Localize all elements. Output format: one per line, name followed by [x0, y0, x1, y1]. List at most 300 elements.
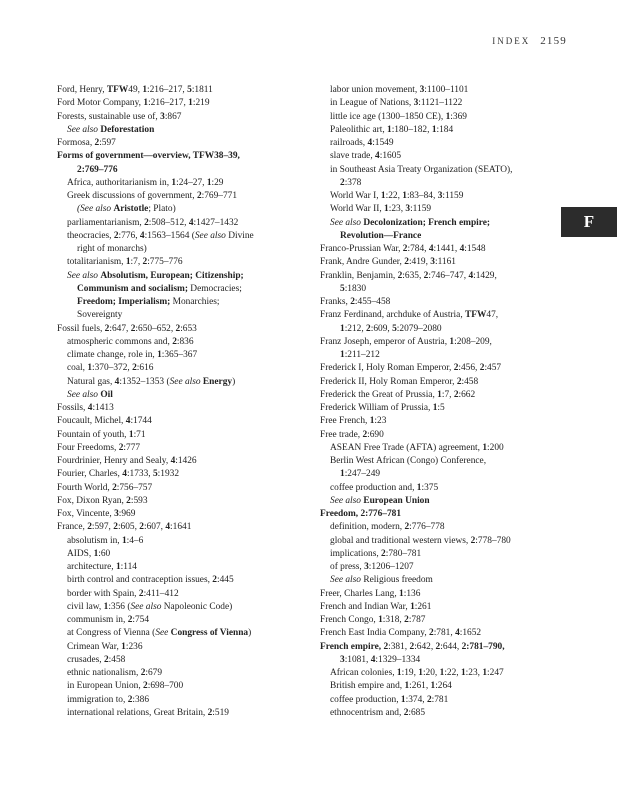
- index-text: slave trade,: [330, 151, 376, 162]
- index-text: Fossil fuels,: [57, 323, 105, 334]
- index-entry: [57, 243, 315, 256]
- index-text: 1: [482, 668, 488, 678]
- index-text: :644,: [440, 641, 462, 652]
- index-text: in European Union,: [67, 681, 144, 692]
- index-text: Fourdrinier, Henry and Sealy,: [57, 456, 171, 466]
- index-text: Ford, Henry,: [57, 85, 107, 95]
- index-text: :647,: [109, 323, 131, 334]
- index-text: labor union movement,: [330, 85, 420, 95]
- index-text: :769–771: [201, 191, 238, 201]
- index-text: :411–412: [143, 588, 179, 599]
- index-text: Deforestation: [100, 124, 155, 135]
- index-entry: [57, 614, 315, 627]
- index-text: :776–778: [409, 522, 445, 533]
- index-text: 1: [340, 350, 345, 360]
- index-text: :1427–1432: [193, 217, 239, 228]
- index-text: of press,: [330, 562, 365, 572]
- index-entry: [57, 190, 315, 203]
- index-text: :184: [436, 124, 454, 135]
- index-entry: [320, 270, 565, 283]
- index-text: 5: [340, 283, 345, 294]
- index-text: 2: [130, 323, 136, 334]
- index-text: Free French,: [320, 416, 370, 427]
- index-text: 5: [392, 323, 397, 334]
- index-text: 1: [380, 191, 386, 201]
- index-text: :969: [118, 509, 136, 519]
- index-entry: [57, 217, 315, 230]
- index-text: absolutism in,: [67, 535, 122, 546]
- index-text: 4: [114, 376, 120, 387]
- index-entry: [57, 84, 315, 97]
- index-column-right: [320, 84, 565, 720]
- index-text: Frederick II, Holy Roman Emperor,: [320, 376, 457, 387]
- index-text: :635,: [402, 270, 424, 281]
- index-text: :83–84,: [406, 191, 438, 201]
- index-entry: [320, 508, 565, 521]
- index-text: ASEAN Free Trade (AFTA) agreement,: [330, 442, 483, 453]
- index-text: 1: [121, 535, 127, 546]
- index-entry: [57, 270, 315, 283]
- index-text: 3: [413, 98, 419, 109]
- index-entry: [320, 230, 565, 243]
- index-text: :318,: [382, 615, 405, 625]
- index-text: 2:769–776: [77, 164, 118, 175]
- index-text: 4: [125, 416, 131, 427]
- index-entry: [57, 627, 315, 640]
- index-text: 2: [112, 482, 117, 493]
- index-text: Decolonization; French empire;: [363, 217, 491, 228]
- index-text: 2: [403, 707, 409, 718]
- index-text: 1: [128, 429, 134, 440]
- index-text: :746–747,: [428, 270, 469, 281]
- index-entry: [57, 574, 315, 587]
- index-text: ; Plato): [148, 204, 176, 215]
- index-text: World War I,: [330, 191, 381, 201]
- index-text: 2: [140, 668, 146, 678]
- index-text: 1: [171, 177, 177, 188]
- index-text: atmospheric commons and,: [67, 336, 173, 347]
- index-text: See also: [67, 124, 98, 135]
- index-entry: [320, 376, 565, 389]
- index-text: 2: [207, 707, 213, 718]
- index-text: 2: [94, 138, 100, 148]
- index-text: :370–372,: [92, 363, 133, 374]
- index-text: :662: [458, 389, 476, 400]
- index-text: 2: [103, 654, 109, 665]
- index-entry: [320, 137, 565, 150]
- index-text: 1: [387, 124, 392, 135]
- index-text: 4: [428, 244, 434, 254]
- index-entry: [320, 495, 565, 508]
- index-text: :781,: [433, 628, 456, 639]
- index-text: 4: [139, 230, 145, 241]
- index-entry: [57, 362, 315, 375]
- index-entry: [57, 256, 315, 269]
- index-text: :356 (: [108, 601, 131, 612]
- index-text: French empire,: [320, 641, 384, 652]
- index-text: 2: [172, 336, 177, 347]
- index-text: 2: [142, 257, 148, 268]
- index-text: 2: [212, 575, 217, 586]
- index-text: :22,: [444, 668, 461, 678]
- index-entry: [57, 548, 315, 561]
- running-header-label: INDEX: [492, 36, 531, 46]
- index-entry: [57, 230, 315, 243]
- index-entry: [320, 680, 565, 693]
- index-text: 1: [430, 681, 436, 692]
- index-entry: [57, 137, 315, 150]
- index-text: :23,: [465, 668, 483, 678]
- index-text: Formosa,: [57, 138, 95, 148]
- index-entry: [320, 415, 565, 428]
- index-text: 1: [449, 336, 455, 347]
- index-text: 1: [340, 323, 345, 334]
- index-entry: [320, 429, 565, 442]
- index-entry: [57, 455, 315, 468]
- index-entry: [320, 614, 565, 627]
- index-text: TFW: [106, 85, 129, 95]
- index-entry: [57, 349, 315, 362]
- index-text: right of monarchs): [77, 244, 147, 254]
- index-text: architecture,: [67, 562, 116, 572]
- index-entry: [320, 641, 565, 654]
- index-entry: [57, 203, 315, 216]
- index-text: :1159: [442, 191, 464, 201]
- index-text: :381,: [388, 641, 410, 652]
- index-text: 4: [468, 270, 474, 281]
- index-text: :1563–1564 (: [144, 230, 195, 241]
- index-entry: [320, 283, 565, 296]
- index-entry: [57, 588, 315, 601]
- index-text: Democracies;: [187, 283, 242, 294]
- index-text: 38–39,: [214, 151, 240, 162]
- index-text: :1441,: [433, 244, 460, 254]
- index-text: :20,: [422, 668, 440, 678]
- index-text: 1: [399, 588, 404, 599]
- index-text: African colonies,: [330, 668, 397, 678]
- index-entry: [57, 376, 315, 389]
- index-text: :211–212: [344, 350, 380, 360]
- index-text: Religious freedom: [360, 575, 433, 586]
- index-text: :23: [374, 416, 387, 427]
- index-text: Frederick I, Holy Roman Emperor,: [320, 363, 454, 374]
- index-text: See also: [330, 495, 361, 506]
- index-entry: [320, 111, 565, 124]
- index-text: ethnocentrism and,: [330, 707, 404, 718]
- index-text: 2: [435, 641, 441, 652]
- index-text: 1: [340, 469, 345, 480]
- index-text: :690: [367, 429, 384, 440]
- index-text: Franz Joseph, emperor of Austria,: [320, 336, 450, 347]
- index-text: TFW: [192, 151, 215, 162]
- index-text: :1605: [379, 151, 402, 162]
- index-entry: [57, 680, 315, 693]
- index-entry: [57, 415, 315, 428]
- index-text: 2:781–790,: [461, 641, 505, 652]
- index-text: :22,: [385, 191, 403, 201]
- index-text: Sovereignty: [77, 310, 123, 321]
- index-text: Freedom, 2:776–781: [320, 509, 402, 519]
- index-text: :374,: [405, 694, 427, 705]
- index-text: Napoleonic Code): [161, 601, 233, 612]
- index-text: 1: [206, 177, 212, 188]
- index-text: See: [155, 628, 169, 639]
- index-text: 1: [142, 85, 148, 95]
- index-entry: [57, 654, 315, 667]
- index-text: :71: [133, 429, 146, 440]
- index-text: 3: [114, 509, 119, 519]
- index-text: 1: [125, 257, 131, 268]
- index-text: 2: [381, 548, 386, 559]
- index-text: :7,: [130, 257, 143, 268]
- index-text: 3: [364, 562, 369, 572]
- index-text: 2: [404, 615, 409, 625]
- index-text: :7,: [441, 389, 454, 400]
- index-text: 2: [340, 177, 345, 188]
- index-text: 3: [419, 85, 425, 95]
- index-text: 2: [366, 323, 371, 334]
- index-text: :4–6: [126, 535, 144, 546]
- index-text: 1: [369, 416, 375, 427]
- index-text: 2: [350, 297, 355, 307]
- index-text: :781: [431, 694, 449, 705]
- index-column-left: [57, 84, 315, 720]
- index-entry: [320, 574, 565, 587]
- index-text: communism in,: [67, 615, 128, 625]
- index-text: 4: [170, 456, 176, 466]
- index-text: 1: [410, 601, 415, 612]
- index-entry: [320, 177, 565, 190]
- index-entry: [57, 641, 315, 654]
- index-text: :1549: [372, 138, 394, 148]
- index-text: 1: [384, 204, 389, 215]
- index-text: :261,: [409, 681, 431, 692]
- index-text: Fox, Dixon Ryan,: [57, 495, 127, 506]
- index-text: Franks,: [320, 297, 351, 307]
- index-text: 1: [439, 668, 445, 678]
- index-entry: [57, 601, 315, 614]
- index-text: TFW: [465, 310, 487, 321]
- index-text: Franklin, Benjamin,: [320, 270, 398, 281]
- index-text: :1811: [191, 85, 213, 95]
- index-text: :5: [437, 403, 445, 413]
- index-text: 2: [126, 495, 131, 506]
- index-text: :508–512,: [148, 217, 189, 228]
- index-text: 1: [437, 389, 442, 400]
- index-text: theocracies,: [67, 230, 114, 241]
- index-text: :777: [123, 442, 141, 453]
- index-text: :456,: [458, 363, 480, 374]
- index-entry: [57, 535, 315, 548]
- index-text: 1: [93, 548, 99, 559]
- index-text: 2: [456, 376, 462, 387]
- index-text: definition, modern,: [330, 522, 405, 533]
- index-entry: [320, 336, 565, 349]
- index-text: :754: [132, 615, 150, 625]
- index-text: See also: [67, 389, 98, 400]
- index-text: :1429,: [473, 270, 497, 281]
- index-entry: [57, 389, 315, 402]
- index-entry: [57, 296, 315, 309]
- index-text: :264: [435, 681, 452, 692]
- index-text: :29: [211, 177, 224, 188]
- index-text: :261: [414, 601, 432, 612]
- index-text: 2: [139, 522, 144, 533]
- index-text: :19,: [401, 668, 419, 678]
- index-text: climate change, role in,: [67, 350, 158, 360]
- index-text: Freer, Charles Lang,: [320, 588, 400, 599]
- index-entry: [57, 482, 315, 495]
- index-text: Paleolithic art,: [330, 124, 388, 135]
- index-text: 1: [418, 668, 423, 678]
- index-text: Fourier, Charles,: [57, 469, 123, 480]
- index-text: 4: [87, 403, 93, 413]
- index-text: :1641: [170, 522, 192, 533]
- index-text: 1: [378, 615, 383, 625]
- index-text: ): [248, 628, 252, 639]
- index-text: 2: [87, 522, 92, 533]
- index-text: :236: [125, 641, 143, 652]
- index-text: 1: [416, 482, 422, 493]
- index-text: :836: [176, 336, 194, 347]
- index-entry: [320, 296, 565, 309]
- index-text: coffee production and,: [330, 482, 417, 493]
- index-text: Communism and socialism;: [77, 283, 188, 294]
- index-entry: [320, 362, 565, 375]
- index-text: civil law,: [67, 601, 104, 612]
- index-text: Energy: [202, 376, 233, 387]
- index-entry: [57, 97, 315, 110]
- index-text: French East India Company,: [320, 628, 430, 639]
- index-text: 2: [429, 628, 434, 639]
- index-text: coal,: [67, 363, 88, 374]
- index-text: :642,: [414, 641, 436, 652]
- index-entry: [320, 468, 565, 481]
- index-text: little ice age (1300–1850 CE),: [330, 111, 446, 122]
- index-text: global and traditional western views,: [330, 535, 471, 546]
- index-text: 4: [188, 217, 194, 228]
- index-text: 1: [115, 562, 121, 572]
- index-text: :787: [408, 615, 426, 625]
- index-text: :60: [98, 548, 111, 559]
- index-entry: [57, 124, 315, 137]
- index-entry: [57, 561, 315, 574]
- index-entry: [57, 177, 315, 190]
- index-text: 2: [404, 522, 410, 533]
- index-text: 5: [152, 469, 158, 480]
- index-text: Fountain of youth,: [57, 429, 129, 440]
- index-text: 2: [479, 363, 485, 374]
- index-entry: [320, 203, 565, 216]
- index-text: :1329–1334: [375, 654, 421, 665]
- index-entry: [320, 561, 565, 574]
- index-text: :1121–1122: [418, 98, 463, 109]
- index-text: :609,: [370, 323, 393, 334]
- index-text: 1: [188, 98, 193, 109]
- index-entry: [320, 97, 565, 110]
- index-text: 1: [157, 350, 162, 360]
- index-entry: [320, 150, 565, 163]
- index-entry: [320, 190, 565, 203]
- index-entry: [320, 601, 565, 614]
- index-text: immigration to,: [67, 694, 128, 705]
- index-text: :778–780: [475, 535, 511, 546]
- index-entry: [320, 243, 565, 256]
- index-text: 2: [118, 442, 124, 453]
- index-text: :24–27,: [176, 177, 207, 188]
- index-text: 2: [175, 323, 181, 334]
- index-text: See also: [169, 376, 201, 387]
- index-text: :457: [484, 363, 502, 374]
- index-entry: [320, 124, 565, 137]
- index-text: France,: [57, 522, 88, 533]
- index-text: :2079–2080: [396, 323, 442, 334]
- index-text: Freedom; Imperialism;: [77, 297, 171, 307]
- index-text: 1: [121, 641, 126, 652]
- index-text: :780–781: [385, 548, 422, 559]
- index-text: Frederick William of Prussia,: [320, 403, 433, 413]
- index-text: 1: [400, 694, 406, 705]
- index-text: 3: [430, 257, 435, 268]
- index-entry: [320, 389, 565, 402]
- index-text: :1733,: [126, 469, 153, 480]
- index-text: :607,: [143, 522, 166, 533]
- index-entry: [320, 164, 565, 177]
- index-text: Divine: [225, 230, 254, 241]
- index-text: :1352–1353 (: [119, 376, 170, 387]
- index-text: 1: [460, 668, 466, 678]
- index-text: Fox, Vincente,: [57, 509, 115, 519]
- index-text: 2: [143, 681, 148, 692]
- index-text: ): [232, 376, 236, 387]
- index-text: :1932: [157, 469, 180, 480]
- index-text: Absolutism, European; Citizenship;: [100, 270, 244, 281]
- index-entry: [57, 336, 315, 349]
- index-text: 1: [103, 601, 109, 612]
- index-text: :378: [344, 177, 362, 188]
- index-text: coffee production,: [330, 694, 401, 705]
- index-text: Free trade,: [320, 429, 363, 440]
- index-text: 1: [432, 403, 438, 413]
- index-text: :775–776: [147, 257, 183, 268]
- index-text: Frederick the Great of Prussia,: [320, 389, 438, 400]
- index-entry: [320, 442, 565, 455]
- index-text: :653: [180, 323, 197, 334]
- index-text: French and Indian War,: [320, 601, 411, 612]
- index-text: 2: [453, 389, 459, 400]
- index-text: :1413: [92, 403, 114, 413]
- index-text: :1426: [175, 456, 197, 466]
- index-entry: [57, 508, 315, 521]
- index-text: 4: [459, 244, 465, 254]
- index-text: Congress of Vienna: [170, 628, 249, 639]
- index-entry: [320, 521, 565, 534]
- index-text: 3: [405, 204, 411, 215]
- index-text: 4: [370, 654, 376, 665]
- index-text: :519: [212, 707, 229, 718]
- index-entry: [57, 323, 315, 336]
- index-text: :1081,: [344, 654, 371, 665]
- index-text: at Congress of Vienna (: [67, 628, 156, 639]
- index-entry: [57, 442, 315, 455]
- index-text: 2: [138, 588, 144, 599]
- index-text: 2: [423, 270, 429, 281]
- index-text: :365–367: [161, 350, 198, 360]
- index-text: :216–217,: [148, 98, 189, 109]
- index-text: 2: [127, 694, 133, 705]
- index-text: 4: [455, 628, 460, 639]
- index-text: Greek discussions of government,: [67, 191, 197, 201]
